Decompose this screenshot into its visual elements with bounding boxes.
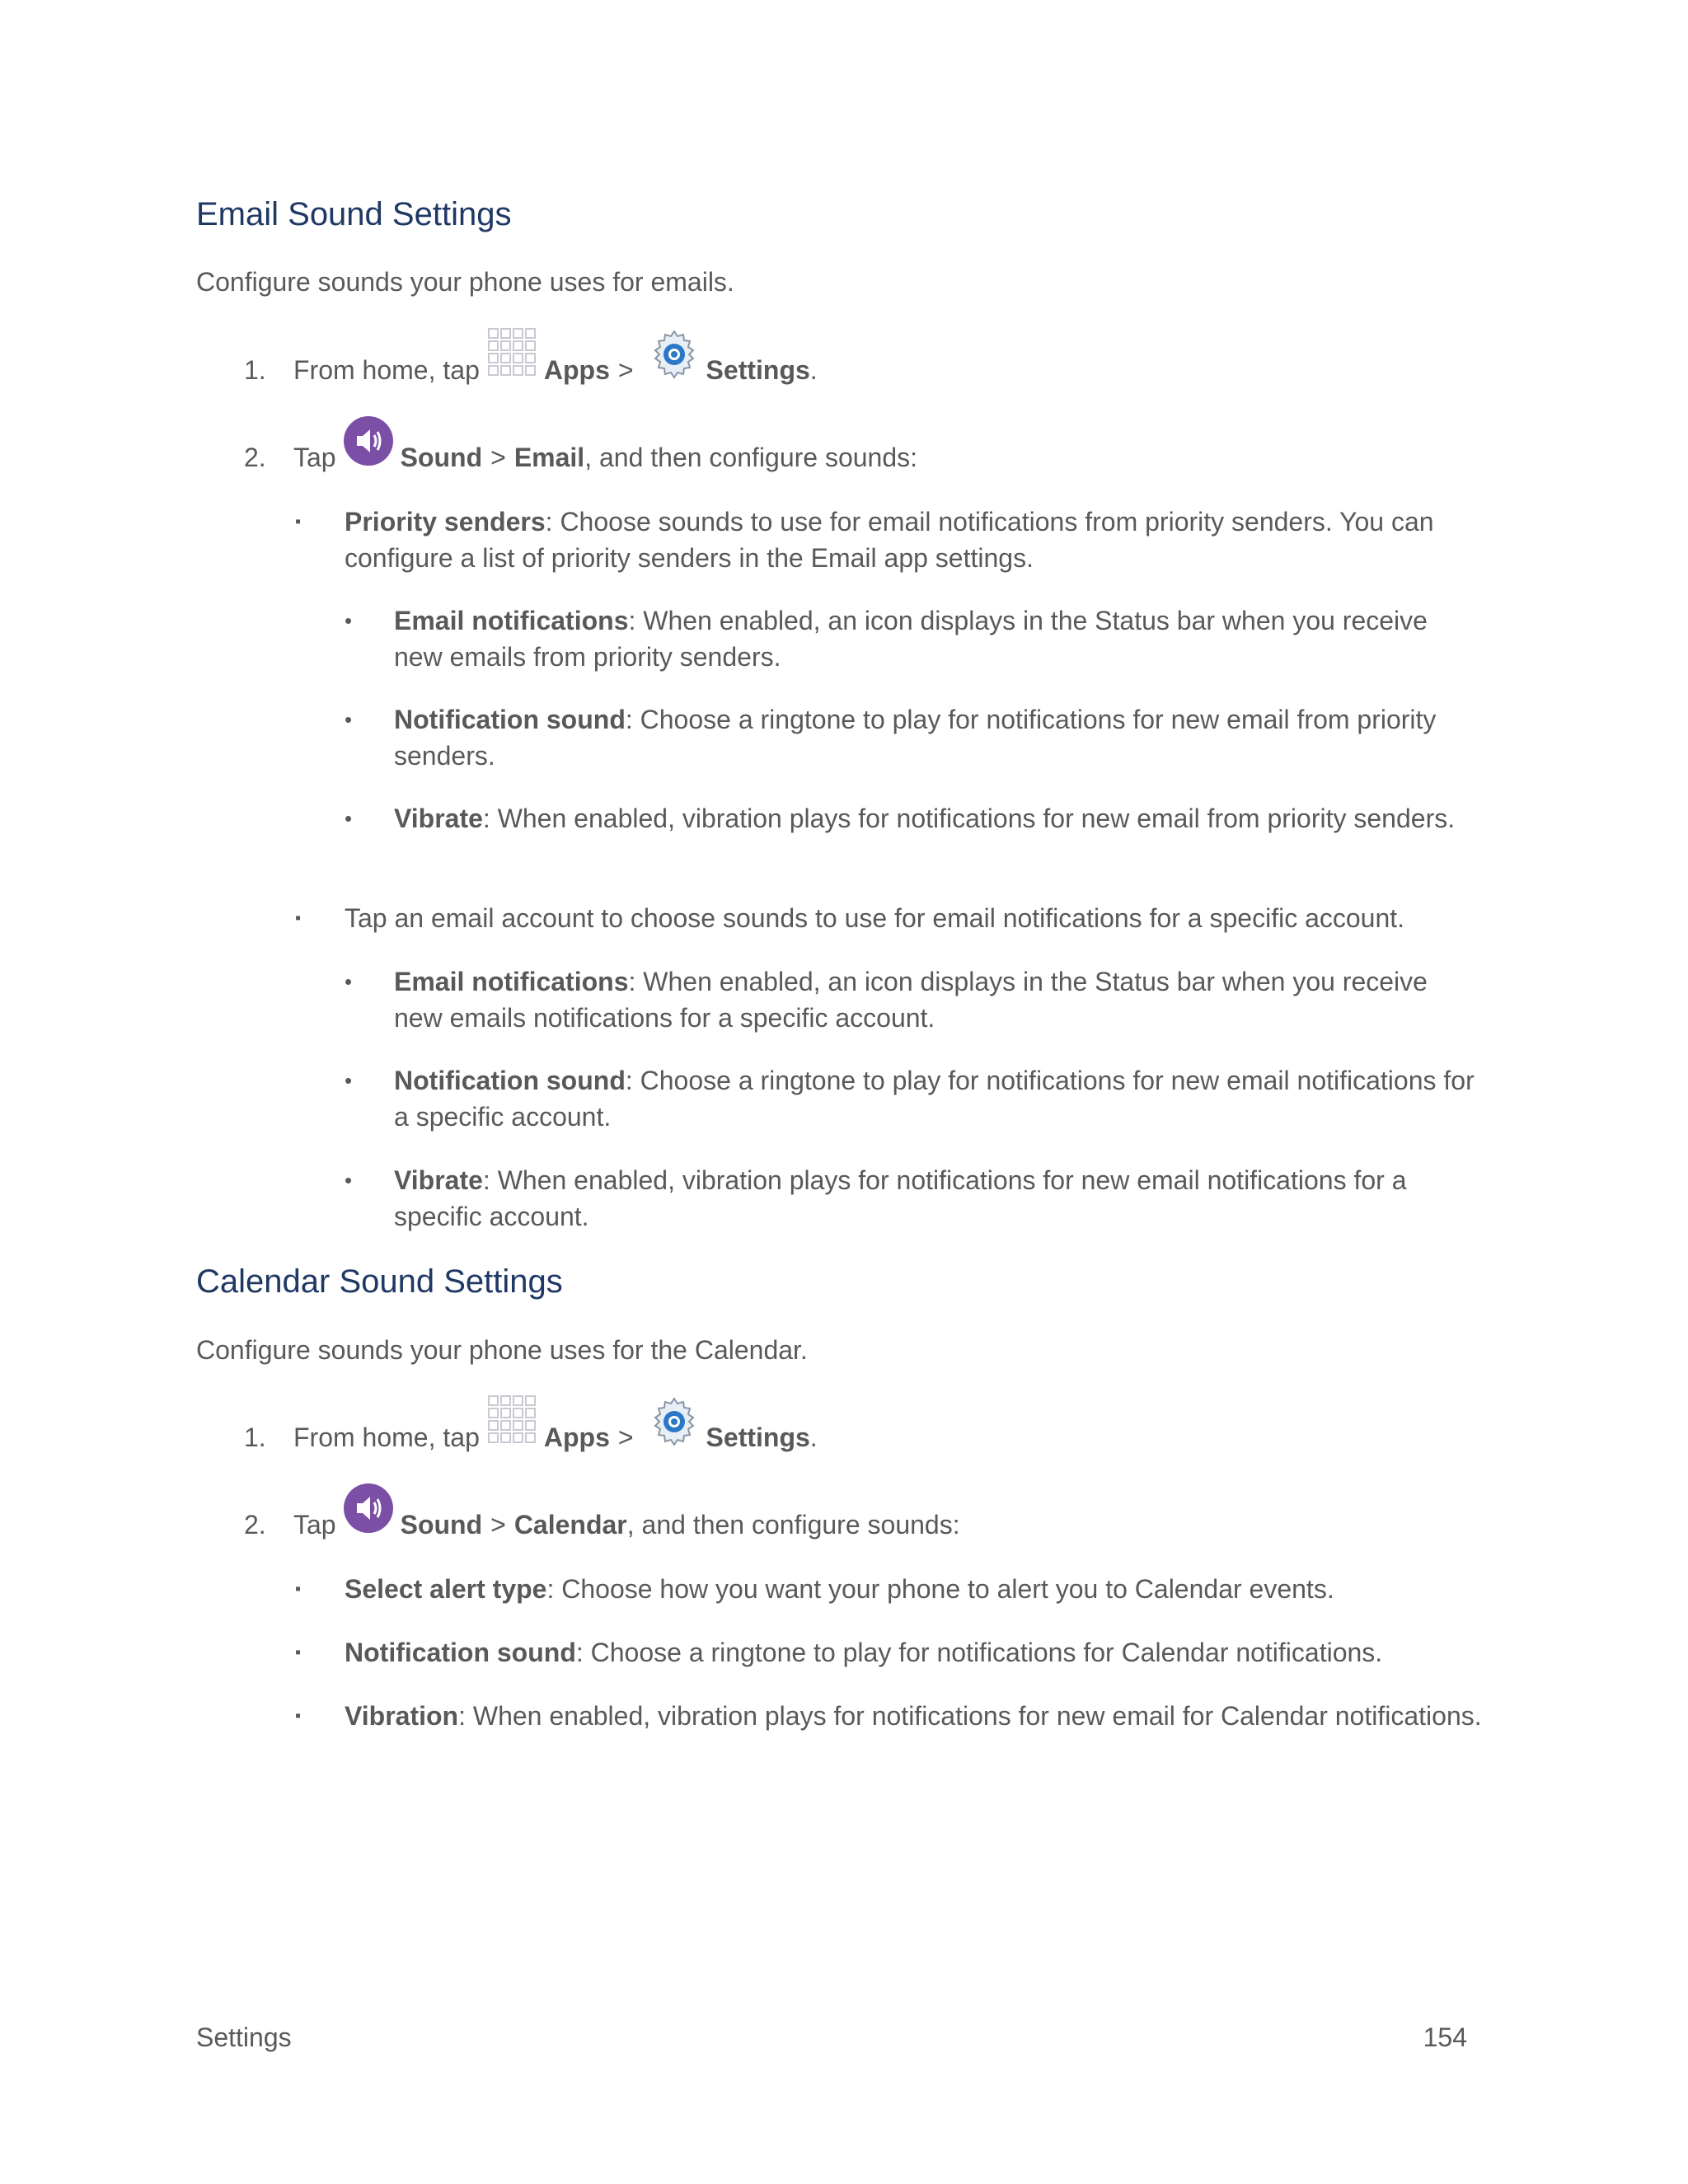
apps-grid-icon <box>486 326 537 387</box>
step-number: 1. <box>244 1422 266 1452</box>
sound-label: Sound <box>400 1510 483 1540</box>
item-text: : When enabled, an icon displays in the Status bar when you receive new emails notifications for a specific account. <box>394 967 1428 1033</box>
item-label: Notification sound <box>394 705 626 734</box>
path-separator: > <box>490 443 506 472</box>
calendar-label: Calendar <box>513 1510 627 1540</box>
step-number: 2. <box>244 1510 266 1540</box>
list-item-calendar-notification-sound <box>295 1634 1482 1671</box>
section-title-calendar-sound: Calendar Sound Settings <box>196 1263 563 1300</box>
list-item-account-notification-sound <box>345 1062 1482 1135</box>
path-separator: > <box>617 355 634 385</box>
item-label: Select alert type <box>345 1574 547 1604</box>
item-label: Vibration <box>345 1701 459 1731</box>
step-text: Tap <box>293 443 336 472</box>
path-separator: > <box>490 1510 506 1540</box>
apps-grid-icon <box>486 1394 537 1454</box>
settings-label: Settings <box>706 1422 810 1452</box>
square-bullet: ▪ <box>295 909 302 927</box>
round-bullet: • <box>345 1068 353 1093</box>
apps-label: Apps <box>543 1422 610 1452</box>
round-bullet: • <box>345 608 353 633</box>
item-text: : When enabled, an icon displays in the Status bar when you receive new emails from priority senders. <box>394 606 1428 672</box>
settings-label: Settings <box>706 355 810 385</box>
footer-page-number: 154 <box>1423 2022 1467 2052</box>
list-item-select-alert-type <box>295 1571 1482 1607</box>
footer-section-name: Settings <box>196 2022 292 2052</box>
list-item-priority-senders <box>295 504 1482 576</box>
square-bullet: ▪ <box>295 1643 302 1661</box>
item-text: : Choose a ringtone to play for notifications for new email from priority senders. <box>394 705 1437 771</box>
item-label: Vibrate <box>394 804 483 833</box>
item-label: Notification sound <box>345 1638 576 1667</box>
item-label: Notification sound <box>394 1066 626 1095</box>
round-bullet: • <box>345 806 353 831</box>
item-text: : Choose a ringtone to play for notifications for Calendar notifications. <box>575 1638 1383 1667</box>
item-text: : Choose sounds to use for email notifications from priority senders. You can configure a list of priority senders in the Email app settings. <box>345 507 1434 573</box>
item-text: : Choose a ringtone to play for notifications for new email notifications for a specific account. <box>394 1066 1475 1132</box>
sound-label: Sound <box>400 443 483 472</box>
sound-speaker-icon <box>343 415 394 474</box>
item-text: Tap an email account to choose sounds to use for email notifications for a specific account. <box>345 903 1405 933</box>
item-text: : When enabled, vibration plays for notifications for new email from priority senders. <box>482 804 1456 833</box>
settings-gear-icon <box>649 1395 700 1454</box>
settings-gear-icon <box>649 328 700 387</box>
section-intro-email: Configure sounds your phone uses for emails. <box>196 267 734 297</box>
list-item-calendar-vibration <box>295 1698 1482 1734</box>
list-item-tap-email-account <box>295 900 1482 936</box>
section-intro-calendar: Configure sounds your phone uses for the Calendar. <box>196 1335 808 1365</box>
step-end: . <box>809 355 818 385</box>
step-2-calendar <box>244 1483 960 1541</box>
round-bullet: • <box>345 969 353 994</box>
apps-label: Apps <box>543 355 610 385</box>
step-1-email <box>244 326 818 387</box>
list-item-email-notifications <box>345 602 1482 675</box>
step-end: . <box>809 1422 818 1452</box>
square-bullet: ▪ <box>295 513 302 531</box>
item-text: : Choose how you want your phone to alert you to Calendar events. <box>546 1574 1334 1604</box>
step-text-post: , and then configure sounds: <box>626 1510 960 1540</box>
step-text: From home, tap <box>293 355 480 385</box>
item-label: Priority senders <box>345 507 546 537</box>
step-text: From home, tap <box>293 1422 480 1452</box>
item-label: Vibrate <box>394 1165 483 1195</box>
section-title-email-sound: Email Sound Settings <box>196 196 512 232</box>
list-item-account-vibrate <box>345 1162 1482 1235</box>
step-number: 2. <box>244 443 266 472</box>
round-bullet: • <box>345 707 353 732</box>
step-text-post: , and then configure sounds: <box>584 443 918 472</box>
round-bullet: • <box>345 1168 353 1193</box>
step-text: Tap <box>293 1510 336 1540</box>
item-label: Email notifications <box>394 606 629 635</box>
list-item-vibrate <box>345 800 1482 837</box>
item-label: Email notifications <box>394 967 629 996</box>
step-number: 1. <box>244 355 266 385</box>
item-text: : When enabled, vibration plays for notifications for new email for Calendar notifications. <box>458 1701 1482 1731</box>
step-1-calendar <box>244 1394 818 1454</box>
list-item-account-email-notifications <box>345 963 1482 1036</box>
email-label: Email <box>513 443 585 472</box>
sound-speaker-icon <box>343 1483 394 1541</box>
square-bullet: ▪ <box>295 1580 302 1598</box>
step-2-email <box>244 415 917 474</box>
list-item-notification-sound <box>345 701 1482 774</box>
square-bullet: ▪ <box>295 1707 302 1725</box>
path-separator: > <box>617 1422 634 1452</box>
item-text: : When enabled, vibration plays for notifications for new email notifications for a specific account. <box>394 1165 1407 1231</box>
